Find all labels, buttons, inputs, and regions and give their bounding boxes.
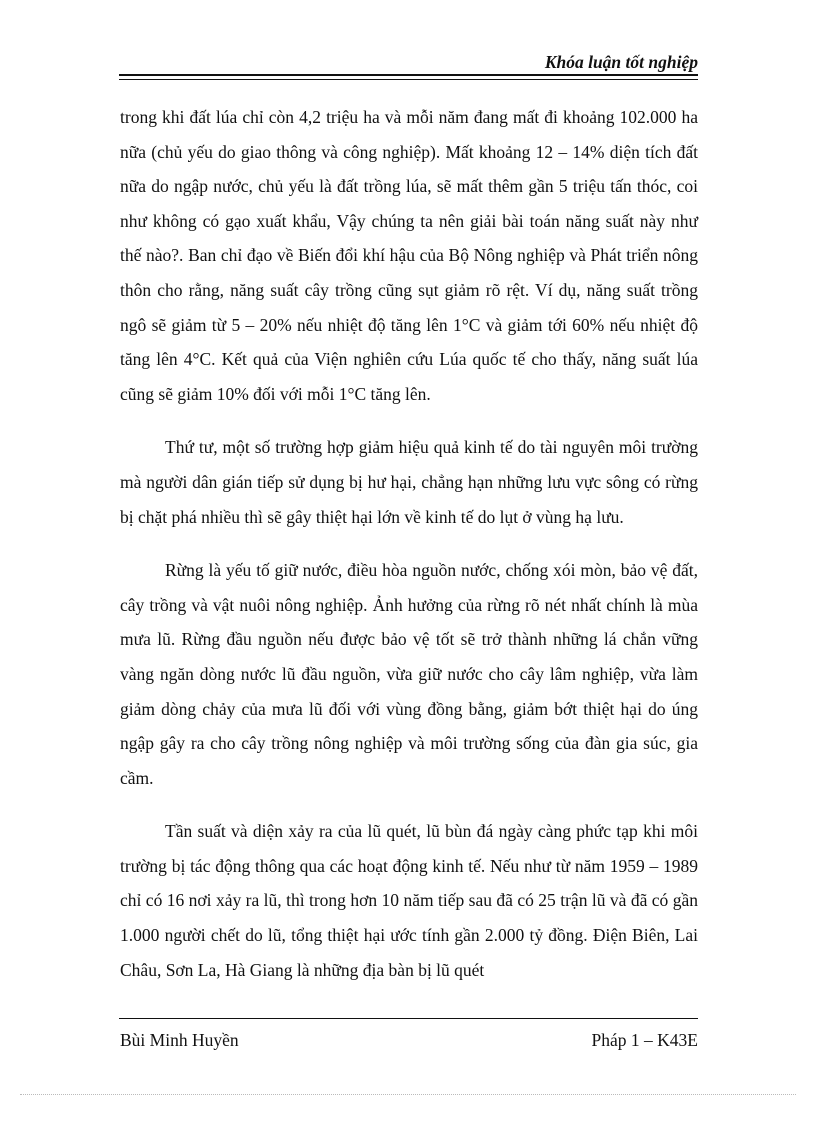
- paragraph: Rừng là yếu tố giữ nước, điều hòa nguồn nước, chống xói mòn, bảo vệ đất, cây trồng và vật nuôi nông nghiệp. Ảnh hưởng của rừng rõ nét nhất chính là mùa mưa lũ. Rừng đầu nguồn nếu được bảo vệ tốt sẽ trở thành những lá chắn vững vàng ngăn dòng nước lũ đầu nguồn, vừa giữ nước cho cây lâm nghiệp, vừa làm giảm dòng chảy của mưa lũ đối với vùng đồng bằng, giảm bớt thiệt hại do úng ngập gây ra cho cây trồng nông nghiệp và môi trường sống của đàn gia súc, gia cầm.: [120, 560, 698, 788]
- footer-rule: [119, 1018, 698, 1019]
- header-rule: [119, 74, 698, 76]
- footer-class: Pháp 1 – K43E: [591, 1030, 698, 1050]
- footer-author: Bùi Minh Huyền: [120, 1030, 239, 1050]
- paragraph-continued: trong khi đất lúa chỉ còn 4,2 triệu ha và mỗi năm đang mất đi khoảng 102.000 ha nữa (chủ yếu do giao thông và công nghiệp). Mất khoảng 12 – 14% diện tích đất nữa do ngập nước, chủ yếu là đất trồng lúa, sẽ mất thêm gần 5 triệu tấn thóc, coi như không có gạo xuất khẩu, Vậy chúng ta nên giải bài toán năng suất này như thế nào?. Ban chỉ đạo về Biến đổi khí hậu của Bộ Nông nghiệp và Phát triển nông thôn cho rằng, năng suất cây trồng cũng sụt giảm rõ rệt. Ví dụ, năng suất trồng ngô sẽ giảm từ 5 – 20% nếu nhiệt độ tăng lên 1°C và giảm tới 60% nếu nhiệt độ tăng lên 4°C. Kết quả của Viện nghiên cứu Lúa quốc tế cho thấy, năng suất lúa cũng sẽ giảm 10% đối với mỗi 1°C tăng lên.: [120, 107, 698, 404]
- document-header-title: Khóa luận tốt nghiệp: [544, 52, 698, 72]
- page-edge-divider: [20, 1094, 796, 1095]
- header-rule-thin: [119, 79, 698, 80]
- paragraph: Tần suất và diện xảy ra của lũ quét, lũ bùn đá ngày càng phức tạp khi môi trường bị tác động thông qua các hoạt động kinh tế. Nếu như từ năm 1959 – 1989 chỉ có 16 nơi xảy ra lũ, thì trong hơn 10 năm tiếp sau đã có 25 trận lũ và đã có gần 1.000 người chết do lũ, tổng thiệt hại ước tính gần 2.000 tỷ đồng. Điện Biên, Lai Châu, Sơn La, Hà Giang là những địa bàn bị lũ quét: [120, 821, 698, 980]
- paragraph: Thứ tư, một số trường hợp giảm hiệu quả kinh tế do tài nguyên môi trường mà người dân gián tiếp sử dụng bị hư hại, chẳng hạn những lưu vực sông có rừng bị chặt phá nhiều thì sẽ gây thiệt hại lớn về kinh tế do lụt ở vùng hạ lưu.: [120, 437, 698, 527]
- document-body: [120, 100, 698, 1006]
